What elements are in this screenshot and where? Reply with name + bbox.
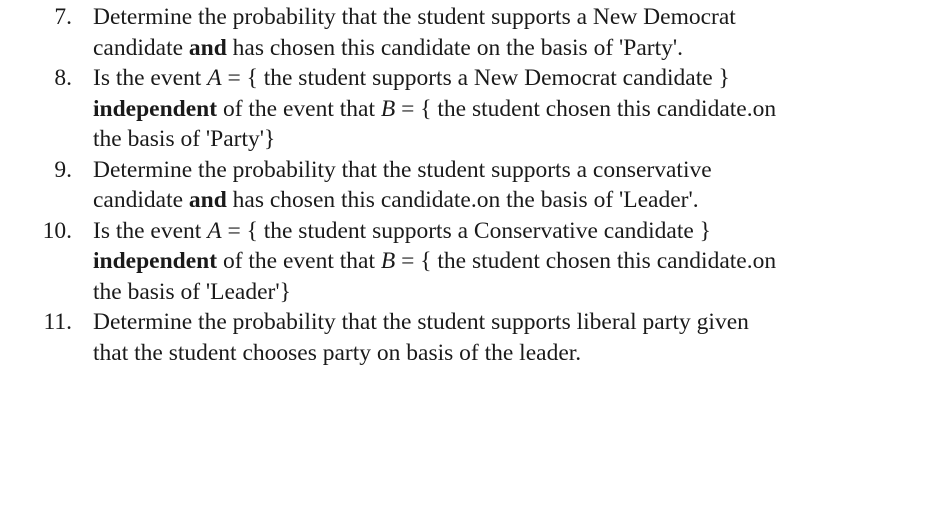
question-text-line — [93, 124, 922, 155]
emphasis-text: independent — [93, 95, 218, 122]
question-number: 9. — [54, 156, 72, 183]
variable-text: A — [207, 65, 222, 91]
text-segment: Determine the probability that the student supports liberal party given — [93, 309, 749, 335]
question-number: 10. — [42, 217, 72, 244]
question-text — [93, 307, 922, 368]
question-text-line — [93, 246, 922, 277]
variable-text: A — [207, 217, 222, 244]
question-text-line — [93, 277, 922, 308]
question-text-line — [93, 307, 922, 338]
emphasis-text: and — [188, 187, 227, 213]
question-text-line — [93, 216, 922, 247]
text-segment: = { the student chosen this candidate.on — [395, 95, 777, 122]
text-segment: the basis of 'Leader'} — [93, 278, 291, 305]
text-segment: of the event that — [217, 248, 381, 274]
text-segment: the basis of 'Party'} — [93, 126, 276, 152]
text-segment: candidate — [93, 187, 189, 213]
text-segment: Is the event — [93, 217, 208, 244]
question-text — [93, 2, 922, 63]
emphasis-text: and — [188, 34, 227, 61]
question-text-line — [93, 63, 922, 94]
text-segment: = { the student chosen this candidate.on — [395, 248, 777, 274]
question-text-line — [93, 185, 922, 216]
text-segment: has chosen this candidate on the basis of 'Party'. — [226, 34, 683, 61]
text-segment: Determine the probability that the student supports a New Democrat — [93, 4, 736, 30]
question-text-line — [93, 94, 922, 125]
text-segment: Is the event — [93, 65, 208, 91]
question-number: 11. — [43, 309, 72, 335]
question-text-line — [93, 338, 922, 369]
variable-text: B — [380, 95, 396, 122]
question-item — [22, 307, 922, 368]
text-segment: of the event that — [217, 95, 381, 122]
text-segment: that the student chooses party on basis of the leader. — [93, 339, 582, 366]
question-text-line — [93, 155, 922, 186]
text-segment: Determine the probability that the student supports a conservative — [93, 156, 712, 183]
text-segment: has chosen this candidate.on the basis of 'Leader'. — [226, 187, 699, 213]
question-item — [22, 63, 922, 155]
variable-text: B — [380, 248, 396, 274]
question-item — [22, 216, 922, 308]
question-number: 7. — [54, 4, 72, 30]
question-text-line — [93, 2, 922, 33]
text-segment: candidate — [93, 34, 189, 61]
text-segment: = { the student supports a Conservative candidate } — [221, 217, 711, 244]
question-item — [22, 2, 922, 63]
question-text-line — [93, 33, 922, 64]
question-item — [22, 155, 922, 216]
question-text — [93, 63, 922, 155]
question-text — [93, 155, 922, 216]
question-text — [93, 216, 922, 308]
emphasis-text: independent — [93, 248, 218, 274]
question-list — [22, 2, 922, 368]
question-number: 8. — [54, 65, 72, 91]
text-segment: = { the student supports a New Democrat candidate } — [221, 65, 730, 91]
